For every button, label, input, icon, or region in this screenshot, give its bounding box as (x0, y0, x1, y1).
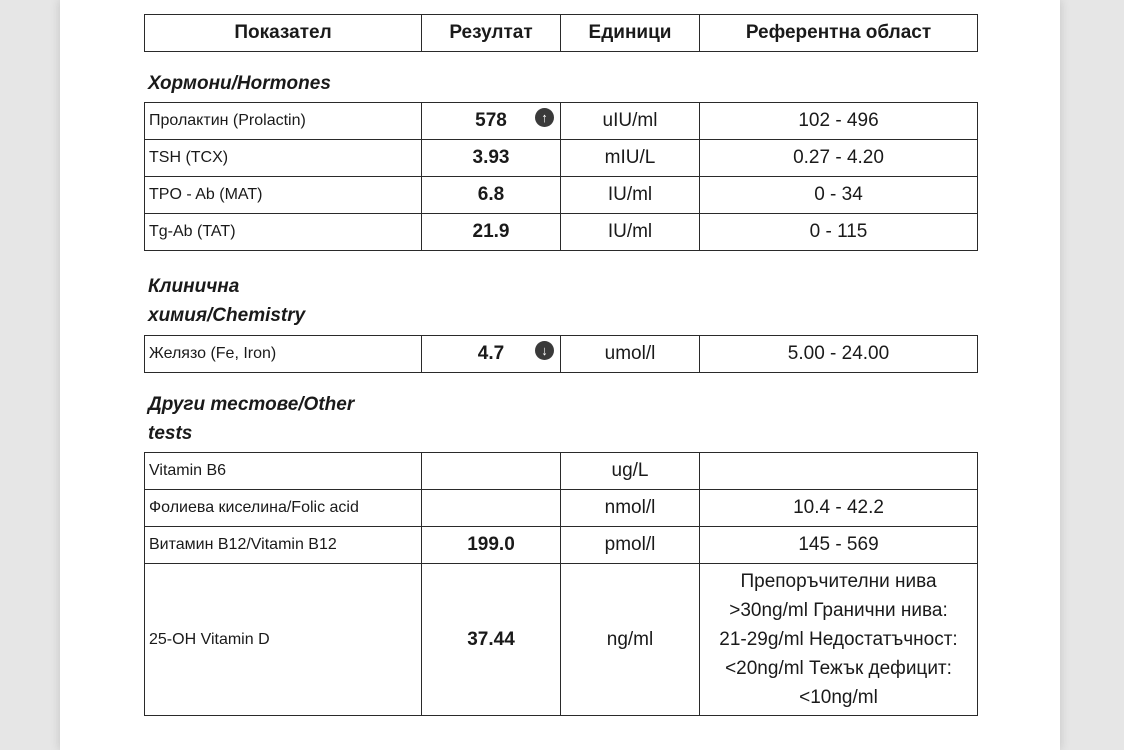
test-result: 4.7 (477, 343, 505, 364)
test-reference: 5.00 - 24.00 (700, 336, 978, 373)
table-row (145, 140, 978, 177)
test-result: 21.9 (422, 214, 561, 251)
test-result: 578 (475, 110, 507, 131)
test-unit: ug/L (561, 453, 700, 490)
test-unit: nmol/l (561, 490, 700, 527)
section-title-line: химия/Chemistry (148, 305, 306, 326)
section-title-line: Клинична (148, 276, 240, 297)
test-name: Пролактин (Prolactin) (145, 103, 422, 140)
test-result (422, 490, 561, 527)
reference-line: >30ng/ml Гранични нива: (729, 600, 948, 621)
test-reference: 102 - 496 (700, 103, 978, 140)
test-result: 37.44 (422, 564, 561, 716)
reference-line: <20ng/ml Тежък дефицит: (725, 658, 952, 679)
test-name: Желязо (Fe, Iron) (145, 336, 422, 373)
table-row (145, 527, 978, 564)
test-name: TSH (TCX) (145, 140, 422, 177)
down-arrow-icon: ↓ (535, 341, 554, 360)
test-reference: 0 - 34 (700, 177, 978, 214)
test-name: Vitamin B6 (145, 453, 422, 490)
test-name: Tg-Ab (TAT) (145, 214, 422, 251)
test-unit: ng/ml (561, 564, 700, 716)
column-header-parameter: Показател (145, 15, 422, 52)
test-name: TPO - Ab (MAT) (145, 177, 422, 214)
column-header-result: Резултат (422, 15, 561, 52)
reference-line: 21-29g/ml Недостатъчност: (719, 629, 958, 650)
column-header-reference: Референтна област (700, 15, 978, 52)
test-result: 6.8 (422, 177, 561, 214)
test-unit: uIU/ml (561, 103, 700, 140)
test-unit: pmol/l (561, 527, 700, 564)
hormones-table (144, 102, 978, 251)
table-row (145, 564, 978, 716)
table-row (145, 214, 978, 251)
reference-line: Препоръчителни нива (740, 571, 937, 592)
test-unit: IU/ml (561, 214, 700, 251)
section-title-line: tests (148, 423, 193, 444)
table-row (145, 103, 978, 140)
test-unit: umol/l (561, 336, 700, 373)
test-unit: IU/ml (561, 177, 700, 214)
up-arrow-icon: ↑ (535, 108, 554, 127)
table-row (145, 453, 978, 490)
column-header-units: Единици (561, 15, 700, 52)
test-name: 25-OH Vitamin D (145, 564, 422, 716)
table-row (145, 336, 978, 373)
test-result (422, 453, 561, 490)
results-header-table (144, 14, 978, 52)
test-result: 3.93 (422, 140, 561, 177)
test-reference (700, 453, 978, 490)
test-result-cell (422, 103, 561, 140)
test-reference: 10.4 - 42.2 (700, 490, 978, 527)
test-unit: mIU/L (561, 140, 700, 177)
test-reference: 0 - 115 (700, 214, 978, 251)
test-reference (700, 564, 978, 716)
test-reference: 0.27 - 4.20 (700, 140, 978, 177)
other-tests-table (144, 452, 978, 716)
table-row (145, 490, 978, 527)
reference-line: <10ng/ml (799, 687, 878, 708)
test-name: Фолиева киселина/Folic acid (145, 490, 422, 527)
test-reference: 145 - 569 (700, 527, 978, 564)
section-title-chemistry (148, 272, 305, 330)
table-row (145, 177, 978, 214)
chemistry-table (144, 335, 978, 373)
test-result-cell (422, 336, 561, 373)
section-title-hormones: Хормони/Hormones (148, 73, 331, 94)
section-title-line: Други тестове/Other (148, 394, 355, 415)
test-name: Витамин B12/Vitamin B12 (145, 527, 422, 564)
test-result: 199.0 (422, 527, 561, 564)
section-title-other-tests (148, 390, 354, 448)
